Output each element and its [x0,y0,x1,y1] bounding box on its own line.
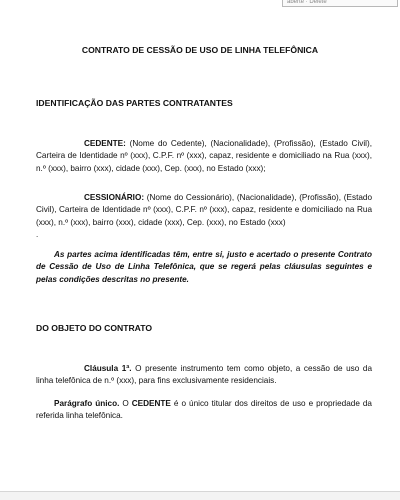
clause1-paragraph [36,363,372,388]
paragrafo-cedente: CEDENTE [131,399,171,408]
page-bottom-edge [0,491,400,500]
cessionario-label: CESSIONÁRIO: [84,193,145,202]
clause1-label: Cláusula 1ª. [84,364,132,373]
cedente-text: (Nome do Cedente), (Nacionalidade), (Profissão), (Estado Civil), Carteira de Identidade nº (xxx), C.P.F. nº (xxx), capaz, residente e domiciliado na Rua (xxx), n.º (xxx), bairro (xxx), cidade (xxx), Cep. (xxx), no Estado (xxx); [36,139,372,173]
agreement-paragraph [36,249,372,286]
section-heading-object: DO OBJETO DO CONTRATO [36,323,153,333]
search-box[interactable]: aberte · Delete [282,0,398,7]
agreement-text: As partes acima identificadas têm, entre si, justo e acertado o presente Contrato de Cessão de Uso de Linha Telefônica, que se regerá pelas cláusulas seguintes e pelas condições descritas no presente. [36,250,372,284]
paragrafo-text: é o único titular dos direitos de uso e propriedade da referida linha telefônica. [36,399,372,421]
cedente-label: CEDENTE: [84,139,126,148]
cessionario-text: (Nome do Cessionário), (Nacionalidade), (Profissão), (Estado Civil), Carteira de Identidade nº (xxx), C.P.F. nº (xxx), capaz, residente e domiciliado na Rua (xxx), n.º (xxx), bairro (xxx), cidade (xxx), Cep. (xxx), no Estado (xxx) [36,193,372,227]
section-heading-parties: IDENTIFICAÇÃO DAS PARTES CONTRATANTES [36,98,233,108]
paragrafo-label: Parágrafo único. [54,399,120,408]
cedente-paragraph [36,138,372,175]
cessionario-paragraph [36,192,372,229]
paragrafo-mid: O [119,399,132,408]
document-title: CONTRATO DE CESSÃO DE USO DE LINHA TELEFÔNICA [81,45,319,55]
paragrafo-unico [36,398,372,423]
clause1-text: O presente instrumento tem como objeto, a cessão de uso da linha telefônica de n.º (xxx), para fins exclusivamente residenciais. [36,364,372,386]
stray-dot: . [36,230,39,239]
